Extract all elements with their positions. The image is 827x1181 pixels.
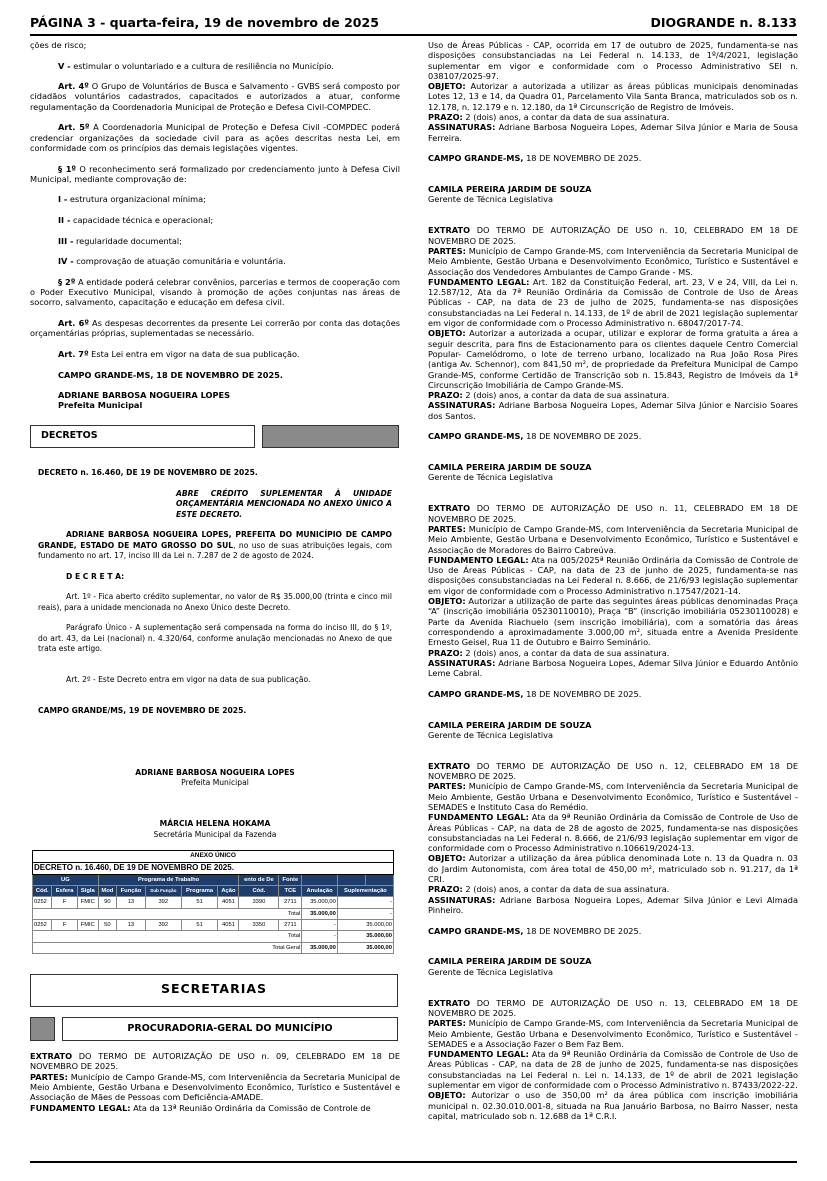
header-cell: Anulação [302,886,338,897]
signature-role: Gerente de Técnica Legislativa [428,194,554,205]
list-item: II - capacidade técnica e operacional; [58,215,214,226]
page-date-label: PÁGINA 3 - quarta-feira, 19 de novembro de 2025 [30,15,379,30]
city-date: CAMPO GRANDE-MS, 18 DE NOVEMBRO DE 2025. [428,153,642,164]
paragraph: FUNDAMENTO LEGAL: Ata na 005/2025ª Reunião Ordinária da Comissão de Controle de Uso de Áreas Públicas - CAP, na data de 23 de junho de 2025, fundamenta-se nas disposições consubstanciadas na Lei Federal n. 8.666, de 21/6/93 legislação suplementar em vigor de conformidade com o Processo Administrativo n.17547/2021-14. [428,554,798,596]
paragraph: OBJETO: Autorizar a utilização de parte das seguintes áreas públicas denominadas Praça “A” (inscrição imobiliária 05230110010), Praça “B” (inscrição imobiliária 05230110028) e Parte da Avenida Riachuelo (sem inscrição imobiliária), com a somatória das áreas correspondendo a aproximadamente 3.000,00 m², situada entre a Avenida Presidente Ernesto Geisel, Rua 11 de Outubro e Bairro Seminário. [428,596,798,648]
table-row: Total 35.000,00 - [33,908,394,919]
paragraph: § 1º O reconhecimento será formalizado por credenciamento junto à Defesa Civil Municipal, mediante comprovação de: [30,163,400,184]
table-row: Total - 35.000,00 [33,931,394,942]
header-cell: Sub Função [145,886,181,897]
table-row: 0252 F FMIC 90 13 392 51 4051 3390 2711 35.000,00 - [33,897,394,908]
extrato-12: EXTRATO DO TERMO DE AUTORIZAÇÃO DE USO n. 12, CELEBRADO EM 18 DE NOVEMBRO DE 2025. [428,760,798,782]
paragraph: OBJETO: Autorizar a autorizada a utilizar as áreas públicas municipais denominadas Lotes 12, 13 e 14, da Quadra 01, Parcelamento Vila Santa Branca, matriculados sob os n. 12.178, n. 12.179 e n. 12.180, da 1ª Circunscrição de Registro de Imóveis. [428,81,798,112]
header-cell: Mod [98,886,116,897]
header-cell: Fonte [279,874,302,885]
signature-name: CAMILA PEREIRA JARDIM DE SOUZA [428,184,592,195]
header-cell: Cód. [239,886,279,897]
paragraph: Parágrafo Único - A suplementação será compensada na forma do inciso III, do § 1º, do art. 43, da Lei (nacional) n. 4.320/64, conforme anulação mencionadas no Anexo de que trata este artigo. [38,623,392,654]
paragraph: PRAZO: 2 (dois) anos, a contar da data de sua assinatura. [428,112,670,123]
header-cell: ento de De [239,874,279,885]
paragraph: PRAZO: 2 (dois) anos, a contar da data de sua assinatura. [428,884,670,895]
paragraph: PRAZO: 2 (dois) anos, a contar da data de sua assinatura. [428,647,670,658]
signature-role: Gerente de Técnica Legislativa [428,472,554,483]
table-row: 0252 F FMIC 50 13 392 51 4051 3350 2711 - 35.000,00 [33,919,394,930]
paragraph: Art. 4º O Grupo de Voluntários de Busca e Salvamento - GVBS será composto por cidadãos voluntários cadastrados, capacitados e autorizados a atuar, conforme regulamentação da Coordenadoria Municipal de Proteção e Defesa Civil-COMPDEC. [30,81,400,112]
paragraph: ASSINATURAS: Adriane Barbosa Nogueira Lopes, Ademar Silva Júnior e Narcisio Soares dos Santos. [428,400,798,421]
list-item: III - regularidade documental; [58,235,182,246]
header-cell: Suplementação [337,886,393,897]
paragraph: ASSINATURAS: Adriane Barbosa Nogueira Lopes, Ademar Silva Júnior e Maria de Sousa Ferreira. [428,122,798,143]
annex-table [32,850,394,953]
left-column [30,40,400,1113]
paragraph: PARTES: Município de Campo Grande-MS, com Interveniência da Secretaria Municipal de Meio Ambiente, Gestão Urbana e Desenvolvimento Econômico, Turístico e Sustentável e Associação dos Vendedores Ambulantes de Campo Grande - MS. [428,245,798,277]
signature-role: Secretária Municipal da Fazenda [153,829,277,839]
header-cell: Esfera [52,886,77,897]
paragraph: PARTES: Município de Campo Grande-MS, com Interveniência da Secretaria Municipal de Meio Ambiente, Gestão Urbana e Desenvolvimento Econômico, Turístico e Sustentável e Associação de Moradores do Bairro Cabreúva. [428,523,798,555]
paragraph: ASSINATURAS: Adriane Barbosa Nogueira Lopes, Ademar Silva Júnior e Levi Almada Pinheiro. [428,894,798,915]
header-cell: Cód. [33,886,52,897]
paragraph: OBJETO: Autorizar a autorizada a ocupar, utilizar e explorar de forma gratuita a área a seguir descrita, para fins de Estacionamento para os clientes daquele Centro Comercial Popular- Camelódromo, o lote de terreno urbano, localizado na Rua João Rosa Pires (antiga Av. Schennor), com 841,50 m², de propriedade da Prefeitura Municipal de Campo Grande-MS, conforme Certidão de Transcrição sob n. 15.843, Registro de Imóveis da 1ª Circunscrição Imobiliária de Campo Grande-MS. [428,328,798,390]
decreto-block [30,468,400,840]
header-cell: Programa de Trabalho [98,874,239,885]
paragraph: Art. 7º Esta Lei entra em vigor na data de sua publicação. [58,348,300,359]
edition-number: DIOGRANDE n. 8.133 [650,15,797,30]
list-item: IV - comprovação de atuação comunitária e voluntária. [58,256,286,267]
right-column [428,40,798,1121]
extrato-13: EXTRATO DO TERMO DE AUTORIZAÇÃO DE USO n. 13, CELEBRADO EM 18 DE NOVEMBRO DE 2025. [428,997,798,1018]
signature-role: Gerente de Técnica Legislativa [428,966,554,977]
paragraph: V - estimular o voluntariado e a cultura de resiliência no Município. [58,60,334,71]
header-cell: UG [33,874,99,885]
paragraph: PRAZO: 2 (dois) anos, a contar da data de sua assinatura. [428,390,670,401]
extrato-10: EXTRATO DO TERMO DE AUTORIZAÇÃO DE USO n. 10, CELEBRADO EM 18 DE NOVEMBRO DE 2025. [428,225,798,246]
paragraph: PARTES: Município de Campo Grande-MS, com Interveniência da Secretaria Municipal de Meio Ambiente, Gestão Urbana e Desenvolvimento Econômico, Turístico e Sustentável - SEMADES e Instituto Casa do Remédio. [428,781,798,812]
paragraph: FUNDAMENTO LEGAL: Ata da 9ª Reunião Ordinária da Comissão de Controle de Uso de Áreas Públicas - CAP, na data de 28 de junho de 2025, fundamenta-se nas disposições consubstanciadas na Lei Federal n. Lei n. 14.133, de 1º de abril de 2021 legislação suplementar em vigor de conformidade com o Processo Administrativo n. 87433/2022-22. [428,1049,798,1090]
signature-name: CAMILA PEREIRA JARDIM DE SOUZA [428,956,592,967]
paragraph: PARTES: Município de Campo Grande-MS, com Interveniência da Secretaria Municipal de Meio Ambiente, Gestão Urbana e Desenvolvimento Econômico, Turístico e Sustentável - SEMADES e a Associação Fazer o Bem Faz Bem. [428,1018,798,1049]
header-cell: Sigla [77,886,98,897]
section-shade [30,1017,55,1041]
paragraph: ASSINATURAS: Adriane Barbosa Nogueira Lopes, Ademar Silva Júnior e Eduardo Antônio Leme Cabral. [428,657,798,679]
pgm-section-header [30,1017,400,1041]
city-date: CAMPO GRANDE-MS, 18 DE NOVEMBRO DE 2025. [428,431,642,442]
footer-divider [30,1161,797,1163]
decreto-title: DECRETO n. 16.460, DE 19 DE NOVEMBRO DE 2025. [38,468,258,478]
header-cell: Programa [181,886,218,897]
signature-name: ADRIANE BARBOSA NOGUEIRA LOPES [135,767,295,777]
page-header [30,14,797,36]
paragraph: ADRIANE BARBOSA NOGUEIRA LOPES, PREFEITA DO MUNICÍPIO DE CAMPO GRANDE, ESTADO DE MATO GROSSO DO SUL, no uso de suas atribuições legais, com fundamento no art. 17, inciso III da Lei n. 7.287 de 2 de agosto de 2024. [38,530,392,561]
annex-decree: DECRETO n. 16.460, DE 19 DE NOVEMBRO DE 2025. [33,862,394,874]
paragraph: OBJETO: Autorizar o uso de 350,00 m² da área pública com inscrição imobiliária municipal n. 02.30.010.001-8, situada na Rua Januário Barbosa, no Bairro Nasser, nesta capital, matriculado sob n. 12.688 da 1ª C.R.I. [428,1090,798,1121]
signature-name: CAMILA PEREIRA JARDIM DE SOUZA [428,719,592,730]
decreto-city-date: CAMPO GRANDE/MS, 19 DE NOVEMBRO DE 2025. [38,705,247,715]
city-date: CAMPO GRANDE-MS, 18 DE NOVEMBRO DE 2025. [58,369,283,380]
paragraph: PARTES: Município de Campo Grande-MS, com Interveniência da Secretaria Municipal de Meio Ambiente, Gestão Urbana e Desenvolvimento Econômico, Turístico e Sustentável e Associação de Mães de Pessoas com Deficiência-AMADE. [30,1071,400,1103]
paragraph: Uso de Áreas Públicas - CAP, ocorrida em 17 de outubro de 2025, fundamenta-se nas disposições consubstanciadas na Lei Federal n. 14.133, de 1º/4/2021, legislação suplementar em vigor e conformidade com o Processo Administrativo SEI n. 038107/2025-97. [428,40,798,81]
secretarias-section-header: SECRETARIAS [30,974,398,1007]
decreta-label: D E C R E T A: [66,571,125,581]
paragraph: FUNDAMENTO LEGAL: Art. 182 da Constituição Federal, art. 23, V e 24, VIII, da Lei n. 12.587/12, Ata da 7ª Reunião Ordinária da Comissão de Controle de Uso de Áreas Públicas - CAP, na data de 23 de julho de 2025, fundamenta-se nas disposições consubstanciadas na Lei Federal n. 14.133, de 1º de abril de 2021 legislação suplementar em vigor de conformidade com o Processo Administrativo n. 68047/2017-74. [428,276,798,329]
extrato-11: EXTRATO DO TERMO DE AUTORIZAÇÃO DE USO n. 11, CELEBRADO EM 18 DE NOVEMBRO DE 2025. [428,503,798,524]
table-row: Total Geral 35.000,00 35.000,00 [33,942,394,953]
paragraph: Art. 2º - Este Decreto entra em vigor na data de sua publicação. [66,675,311,685]
paragraph: § 2º A entidade poderá celebrar convênios, parcerias e termos de cooperação com o Poder Executivo Municipal, visando à promoção de ações conjuntas nas áreas de socorro, salvamento, capacitação e educação em defesa civil. [30,276,400,308]
paragraph: FUNDAMENTO LEGAL: Ata da 13ª Reunião Ordinária da Comissão de Controle de [30,1102,371,1113]
city-date: CAMPO GRANDE-MS, 18 DE NOVEMBRO DE 2025. [428,925,642,936]
decretos-section-header [30,425,400,448]
header-cell: Ação [218,886,239,897]
header-cell: Função [117,886,146,897]
signature-name: ADRIANE BARBOSA NOGUEIRA LOPES [58,390,230,401]
decreto-ementa: ABRE CRÉDITO SUPLEMENTAR À UNIDADE ORÇAMENTÁRIA MENCIONADA NO ANEXO ÚNICO A ESTE DECRETO. [176,488,392,519]
section-shade [262,425,399,448]
signature-role: Gerente de Técnica Legislativa [428,729,554,740]
signature-name: CAMILA PEREIRA JARDIM DE SOUZA [428,462,592,473]
extrato-09: EXTRATO DO TERMO DE AUTORIZAÇÃO DE USO n. 09, CELEBRADO EM 18 DE NOVEMBRO DE 2025. [30,1051,400,1072]
signature-role: Prefeita Municipal [58,400,143,411]
paragraph: ções de risco; [30,40,87,50]
paragraph: Art. 1º - Fica aberto crédito suplementar, no valor de R$ 35.000,00 (trinta e cinco mil reais), para a unidade mencionada no Anexo Único deste Decreto. [38,592,392,612]
city-date: CAMPO GRANDE-MS, 18 DE NOVEMBRO DE 2025. [428,688,642,699]
paragraph: Art. 6º As despesas decorrentes da presente Lei correrão por conta das dotações orçamentárias próprias, suplementadas se necessário. [30,318,400,339]
list-item: I - estrutura organizacional mínima; [58,194,206,205]
signature-name: MÁRCIA HELENA HOKAMA [159,819,271,829]
annex-title: ANEXO ÚNICO [32,850,394,861]
decretos-label: DECRETOS [30,425,255,448]
paragraph: OBJETO: Autorizar a utilização da área pública denominada Lote n. 13 da Quadra n. 03 do Jardim Autonomista, com área total de 450,00 m², matriculado sob n. 91.217, da 1ª CRI. [428,853,798,885]
pgm-label: PROCURADORIA-GERAL DO MUNICÍPIO [62,1017,398,1041]
header-cell: TCE [279,886,302,897]
signature-role: Prefeita Municipal [181,778,249,788]
paragraph: FUNDAMENTO LEGAL: Ata da 9ª Reunião Ordinária da Comissão de Controle de Uso de Áreas Públicas - CAP, na data de 28 de agosto de 2025, fundamenta-se nas disposições consubstanciadas na Lei Federal n. 8.666, de 21/6/93 legislação suplementar em vigor de conformidade com o Processo Administrativo n.106619/2024-13. [428,812,798,854]
paragraph: Art. 5º A Coordenadoria Municipal de Proteção e Defesa Civil -COMPDEC poderá credenciar organizações da sociedade civil para as ações descritas nesta Lei, em conformidade com os princípios das demais legislações vigentes. [30,122,400,153]
